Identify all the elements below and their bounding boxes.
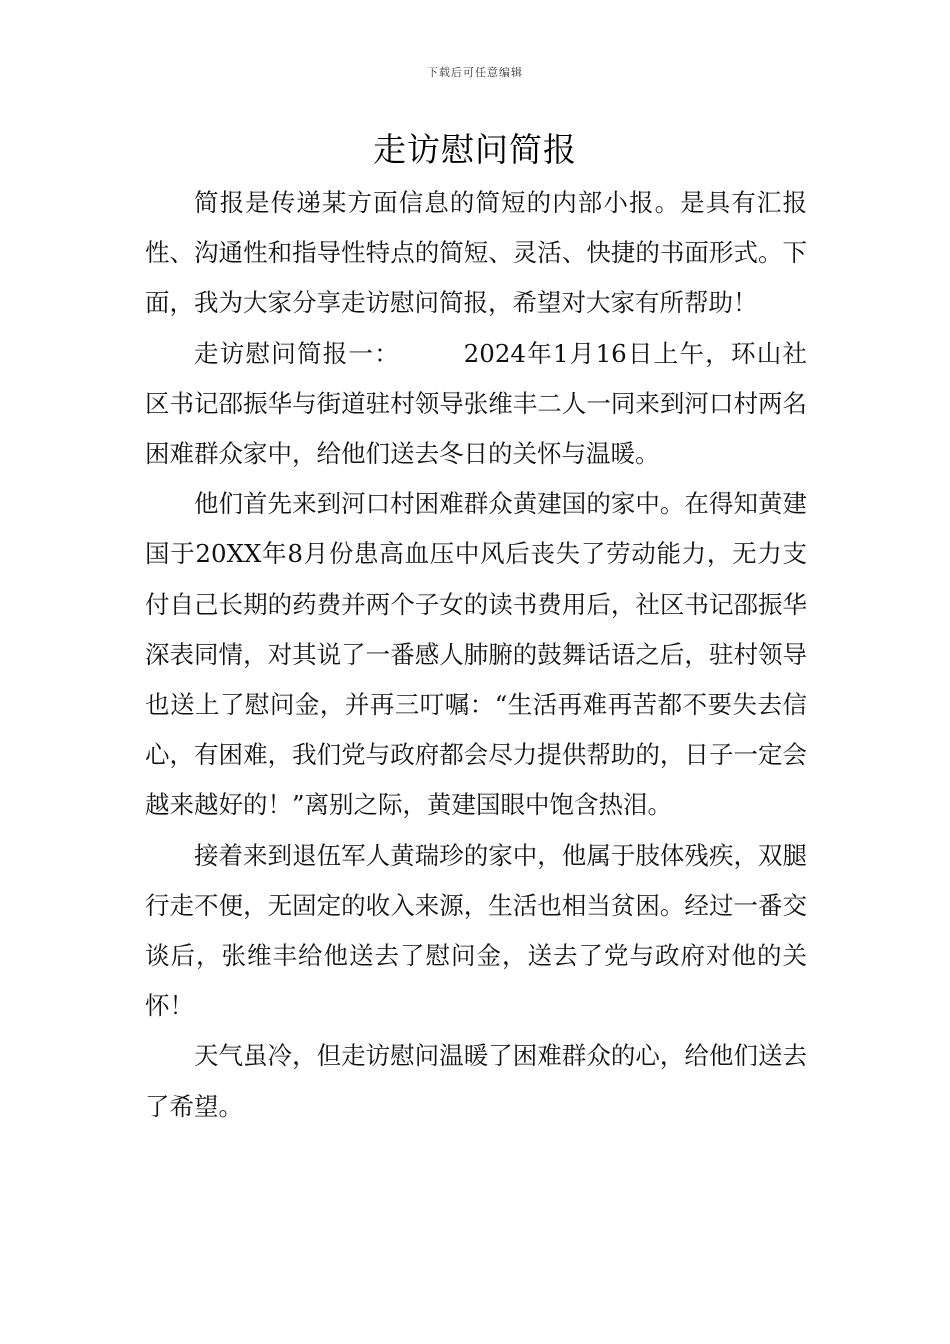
report-one-body: 2024年1月16日上午，环山社区书记邵振华与街道驻村领导张维丰二人一同来到河口村两名困难群众家中，给他们送去冬日的关怀与温暖。 — [145, 338, 807, 469]
page-title: 走访慰问简报 — [373, 130, 577, 169]
report-one-label: 走访慰问简报一： — [194, 338, 400, 368]
closing-paragraph: 天气虽冷，但走访慰问温暖了困难群众的心，给他们送去了希望。 — [145, 1041, 807, 1121]
visit-second-family-paragraph: 接着来到退伍军人黄瑞珍的家中，他属于肢体残疾，双腿行走不便，无固定的收入来源，生活也相当贫困。经过一番交谈后，张维丰给他送去了慰问金，送去了党与政府对他的关怀！ — [145, 840, 807, 1021]
report-one-paragraph — [145, 329, 807, 480]
document-body — [145, 178, 807, 1132]
header-note: 下载后可任意编辑 — [427, 66, 523, 79]
visit-first-family-paragraph: 他们首先来到河口村困难群众黄建国的家中。在得知黄建国于20XX年8月份患高血压中风后丧失了劳动能力，无力支付自己长期的药费并两个子女的读书费用后，社区书记邵振华深表同情，对其说了一番感人肺腑的鼓舞话语之后，驻村领导也送上了慰问金，并再三叮嘱：“生活再难再苦都不要失去信心，有困难，我们党与政府都会尽力提供帮助的，日子一定会越来越好的！”离别之际，黄建国眼中饱含热泪。 — [145, 489, 807, 820]
intro-paragraph: 简报是传递某方面信息的简短的内部小报。是具有汇报性、沟通性和指导性特点的简短、灵活、快捷的书面形式。下面，我为大家分享走访慰问简报，希望对大家有所帮助！ — [145, 188, 807, 318]
